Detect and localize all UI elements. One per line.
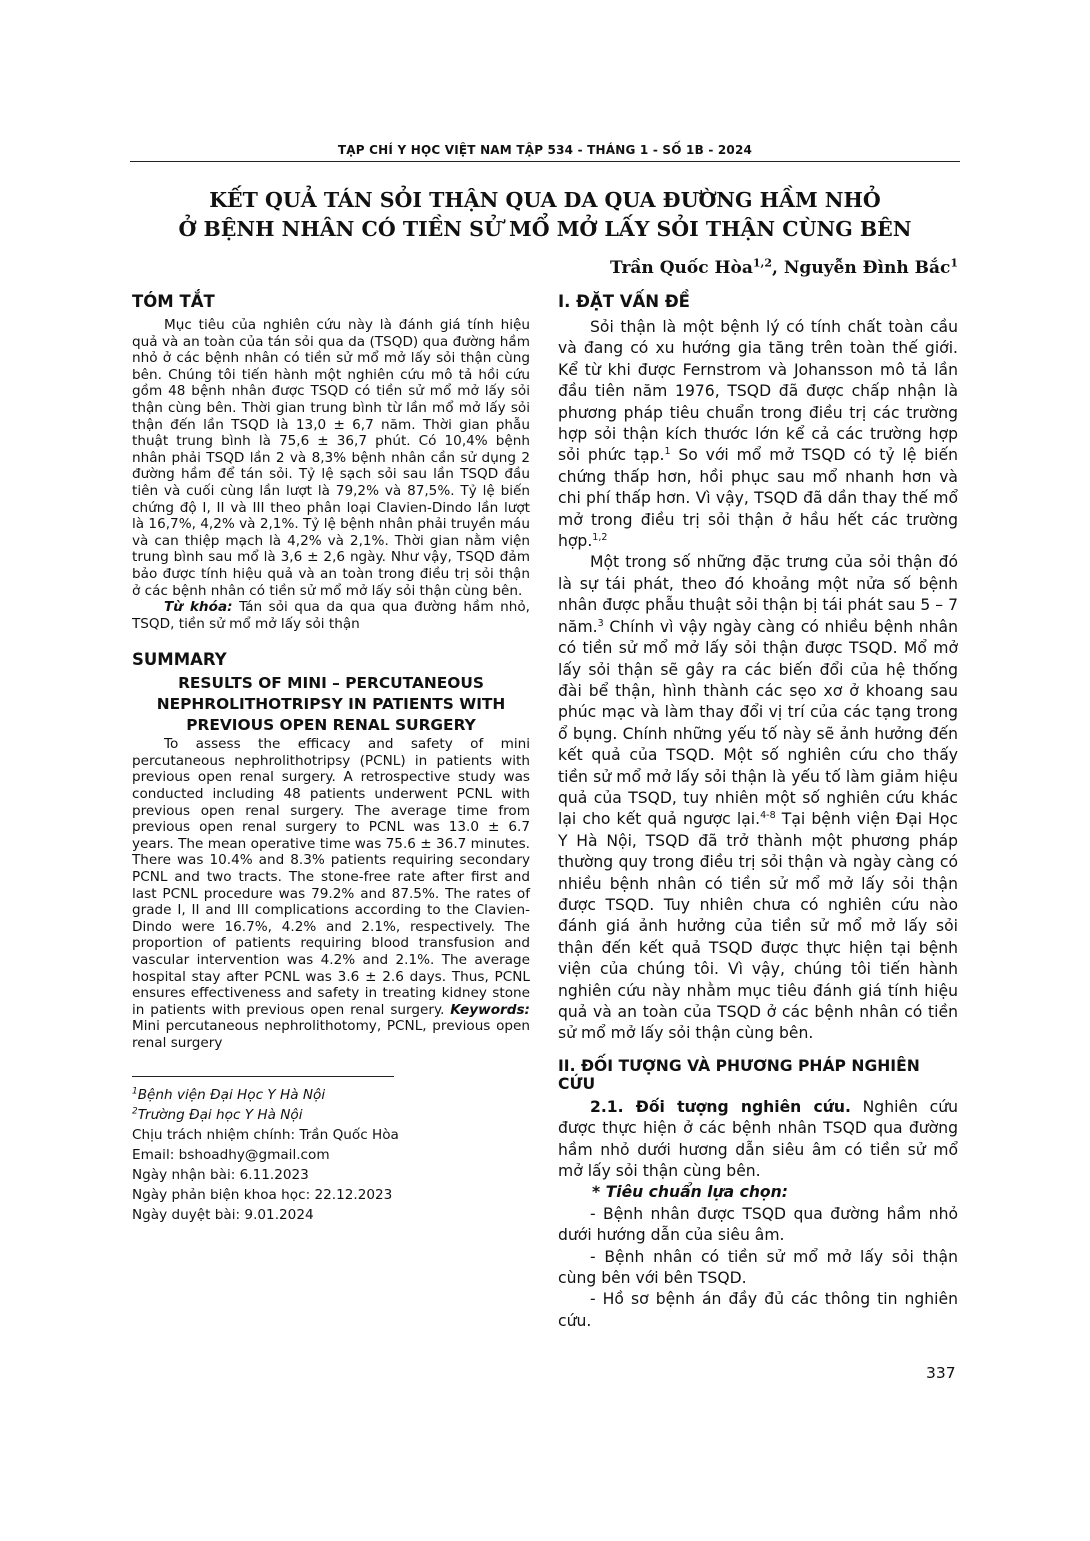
author-2-affiliation: 1 [950,256,958,270]
article-title [130,186,960,244]
abstract-heading: TÓM TẮT [132,292,215,311]
footnote-2-number: 2 [132,1106,138,1117]
abstract-keywords [132,599,530,632]
methods-subsection-heading: 2.1. Đối tượng nghiên cứu. [590,1097,851,1116]
intro-p2-ref-1: 3 [597,617,604,629]
summary-heading: SUMMARY [132,650,227,670]
summary-title-line-2: NEPHROLITHOTRIPSY IN PATIENTS WITH [156,695,506,714]
author-separator: , [772,258,784,278]
intro-p1-ref-1: 1 [664,446,671,458]
footnote-email: Email: bshoadhy@gmail.com [132,1146,330,1163]
footnote-responsible: Chịu trách nhiệm chính: Trần Quốc Hòa [132,1126,399,1143]
intro-p2-text-cont: Chính vì vậy ngày càng có nhiều bệnh nhân có tiền sử mổ mở lấy sỏi thận được TSQD. Mổ mở lấy sỏi thận sẽ gây ra các biến đổi của hệ thống đài bể thận, hình thành các sẹo xơ ở khoang sau phúc mạc và làm thay đổi vị trí của các tạng trong ổ bụng. Chính những yếu tố này sẽ ảnh hưởng đến kết quả của TSQD. Một số nghiên cứu cho thấy tiền sử mổ mở lấy sỏi thận là yếu tố làm giảm hiệu quả của TSQD, tuy nhiên một số nghiên cứu khác lại cho kết quả ngược lại. [558,617,958,829]
footnote-affiliation-2 [132,1105,530,1125]
methods-heading: II. ĐỐI TƯỢNG VÀ PHƯƠNG PHÁP NGHIÊN CỨU [558,1056,920,1093]
intro-p1-text-cont: So với mổ mở TSQD có tỷ lệ biến chứng thấp hơn, hồi phục sau mổ nhanh hơn và chi phí thấp hơn. Vì vậy, TSQD đã dần thay thế mổ mở trong điều trị sỏi thận ở hầu hết các trường hợp. [558,446,958,551]
footnote-accepted: Ngày duyệt bài: 9.01.2024 [132,1206,314,1223]
left-column [132,292,530,1225]
summary-title-line-1: RESULTS OF MINI – PERCUTANEOUS [178,674,484,693]
author-1: Trần Quốc Hòa [610,258,753,278]
title-line-1: KẾT QUẢ TÁN SỎI THẬN QUA DA QUA ĐƯỜNG HẦM NHỎ [209,188,881,212]
keywords-label: Từ khóa: [164,599,233,616]
intro-p2-text-cont-2: Tại bệnh viện Đại Học Y Hà Nội, TSQD đã trở thành một phương pháp thường quy trong điều trị sỏi thận và ngày càng có nhiều bệnh nhân có tiền sử mổ mở lấy sỏi thận được TSQD. Tuy nhiên chưa có nghiên cứu nào đánh giá ảnh hưởng của tiền sử mổ mở lấy sỏi thận đến kết quả TSQD được thực hiện tại bệnh viện của chúng tôi. Vì vậy, chúng tôi tiến hành nghiên cứu này nhằm mục tiêu đánh giá tính hiệu quả và an toàn của TSQD ở các bệnh nhân có tiền sử mổ mở lấy sỏi thận cùng bên. [558,810,958,1043]
footnote-reviewed: Ngày phản biện khoa học: 22.12.2023 [132,1186,393,1203]
journal-header: TẠP CHÍ Y HỌC VIỆT NAM TẬP 534 - THÁNG 1 - SỐ 1B - 2024 [337,143,753,157]
intro-p2-ref-2: 4-8 [760,810,776,822]
intro-p1-text: Sỏi thận là một bệnh lý có tính chất toàn cầu và đang có xu hướng gia tăng trên toàn thế giới. Kể từ khi được Fernstrom và Johansson mô tả lần đầu tiên năm 1976, TSQD đã được chấp nhận là phương pháp tiêu chuẩn trong điều trị các trường hợp sỏi thận kích thước lớn kể cả các trường hợp sỏi phức tạp. [558,318,958,465]
summary-keywords-text: Mini percutaneous nephrolithotomy, PCNL, previous open renal surgery [132,1018,530,1051]
abstract-body: Mục tiêu của nghiên cứu này là đánh giá tính hiệu quả và an toàn của tán sỏi qua da (TSQD) qua đường hầm nhỏ ở các bệnh nhân có tiền sử mổ mở lấy sỏi thận cùng bên. Chúng tôi tiến hành một nghiên cứu mô tả hồi cứu gồm 48 bệnh nhân được TSQD có tiền sử mổ mở lấy sỏi thận cùng bên. Thời gian trung bình từ lần mổ mở lấy sỏi thận đến lần TSQD là 13,0 ± 6,7 năm. Thời gian phẫu thuật trung bình là 75,6 ± 36,7 phút. Có 10,4% bệnh nhân phải TSQD lần 2 và 8,3% bệnh nhân cần sử dụng 2 đường hầm để tán sỏi. Tỷ lệ sạch sỏi sau lần TSQD đầu tiên và cuối cùng lần lượt là 79,2% và 87,5%. Tỷ lệ biến chứng độ I, II và III theo phân loại Clavien-Dindo lần lượt là 16,7%, 4,2% và 2,1%. Tỷ lệ bệnh nhân phải truyền máu và can thiệp mạch là 4,2% và 2,1%. Thời gian nằm viện trung bình sau mổ là 3,6 ± 2,6 ngày. Như vậy, TSQD đảm bảo được tính hiệu quả và an toàn trong điều trị sỏi thận ở các bệnh nhân có tiền sử mổ mở lấy sỏi thận cùng bên. [132,317,530,599]
summary-body [132,736,530,1051]
footnote-2-text: Trường Đại học Y Hà Nội [137,1106,303,1123]
footnote-affiliation-1 [132,1085,530,1105]
summary-title-line-3: PREVIOUS OPEN RENAL SURGERY [186,716,476,735]
footnote-1-number: 1 [132,1086,138,1097]
intro-paragraph-2 [558,552,958,1044]
title-line-2: Ở BỆNH NHÂN CÓ TIỀN SỬ MỔ MỞ LẤY SỎI THẬN CÙNG BÊN [178,217,912,241]
footnotes [132,1085,530,1225]
keywords-text: Tán sỏi qua da qua qua đường hầm nhỏ, TSQD, tiền sử mổ mở lấy sỏi thận [132,599,530,632]
intro-heading: I. ĐẶT VẤN ĐỀ [558,292,690,311]
page-number: 337 [926,1364,956,1382]
methods-subsection [558,1097,958,1183]
criteria-item-3: - Hồ sơ bệnh án đầy đủ các thông tin nghiên cứu. [558,1290,958,1330]
intro-p2-text: Một trong số những đặc trưng của sỏi thận đó là sự tái phát, theo đó khoảng một nửa số bệnh nhân được phẫu thuật sỏi thận bị tái phát sau 5 – 7 năm. [558,553,958,636]
methods-subsection-body: Nghiên cứu được thực hiện ở các bệnh nhân TSQD qua đường hầm nhỏ dưới hương dẫn siêu âm có tiền sử mổ mở lấy sỏi thận cùng bên. [558,1097,958,1181]
summary-title [132,673,530,736]
criteria-item-1: - Bệnh nhân được TSQD qua đường hầm nhỏ dưới hướng dẫn của siêu âm. [558,1204,958,1245]
criteria-heading: * Tiêu chuẩn lựa chọn: [592,1183,788,1202]
footnote-rule [132,1076,394,1077]
right-column [558,292,958,1332]
summary-text: To assess the efficacy and safety of mini percutaneous nephrolithotripsy (PCNL) in patients with previous open renal surgery. A retrospective study was conducted including 48 patients underwent PCNL with previous open renal surgery. The average time from previous open renal surgery to PCNL was 13.0 ± 6.7 years. The mean operative time was 75.6 ± 36.7 minutes. There was 10.4% and 8.3% patients requiring secondary PCNL and two tracts. The stone-free rate after first and last PCNL procedure was 79.2% and 87.5%. The rates of grade I, II and III complications according to the Clavien-Dindo were 16.7%, 4.2% and 2.1%, respectively. The proportion of patients requiring blood transfusion and vascular intervention was 4.2% and 2.1%. The average hospital stay after PCNL was 3.6 ± 2.6 days. Thus, PCNL ensures effectiveness and safety in treating kidney stone in patients with previous open renal surgery. [132,736,530,1018]
footnote-1-text: Bệnh viện Đại Học Y Hà Nội [137,1086,326,1103]
header-rule [130,161,960,162]
author-1-affiliation: 1,2 [752,256,773,270]
author-2: Nguyễn Đình Bắc [783,258,951,278]
intro-p1-ref-2: 1,2 [592,531,608,543]
criteria-item-2: - Bệnh nhân có tiền sử mổ mở lấy sỏi thận cùng bên với bên TSQD. [558,1247,958,1288]
intro-paragraph-1 [558,317,958,552]
footnote-received: Ngày nhận bài: 6.11.2023 [132,1166,309,1183]
summary-keywords-label: Keywords: [450,1001,530,1018]
authors [610,258,958,278]
